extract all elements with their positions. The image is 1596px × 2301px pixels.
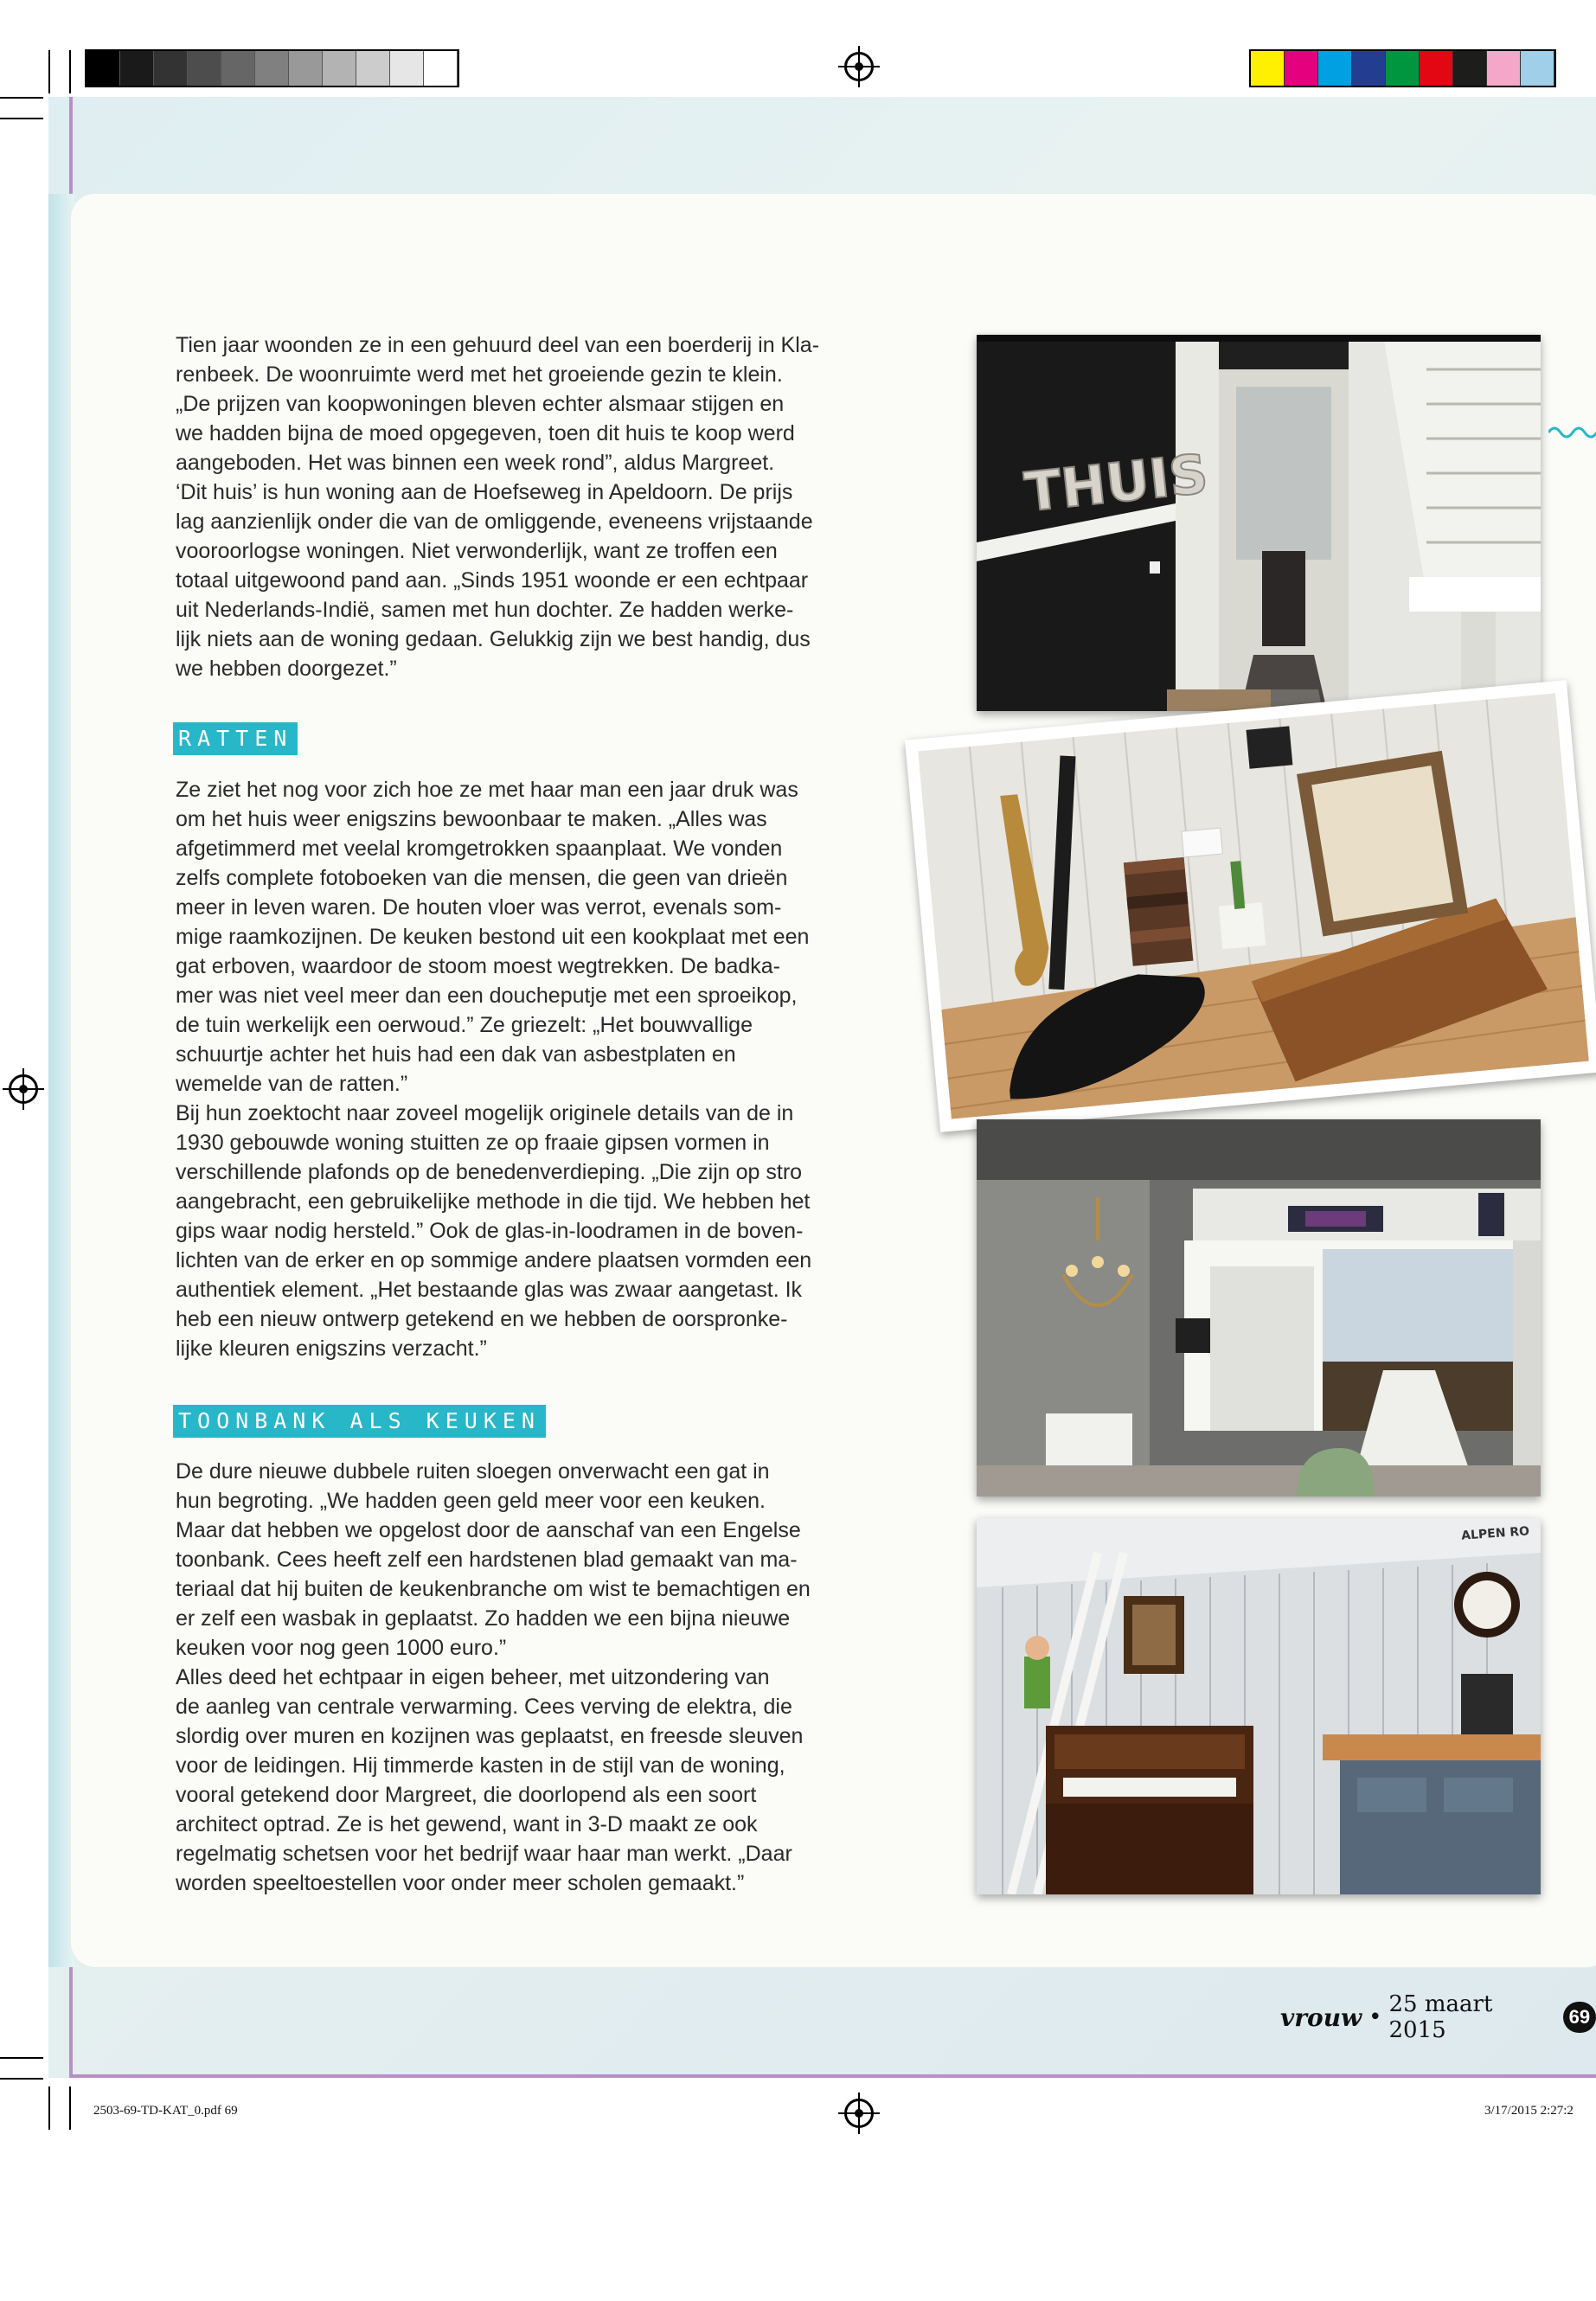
trim-mark: [0, 97, 43, 99]
photo-instruments: [905, 680, 1596, 1132]
trim-mark: [0, 2057, 43, 2059]
trim-mark: [48, 2086, 50, 2130]
calibration-swatch: [255, 51, 289, 86]
page-number: 69: [1563, 2002, 1596, 2033]
calibration-swatch: [323, 51, 356, 86]
calibration-swatch: [1318, 51, 1352, 86]
section-heading-toonbank: TOONBANK ALS KEUKEN: [173, 1405, 546, 1438]
magazine-brand: vrouw: [1280, 2003, 1362, 2032]
thuis-sign: THUIS: [1022, 441, 1211, 524]
gray-calibration-bar: [85, 49, 459, 87]
trim-mark: [0, 2078, 43, 2080]
issue-date: 25 maart 2015: [1388, 1991, 1493, 2043]
lavender-rule-bottom: [69, 2074, 1596, 2078]
trim-mark: [48, 50, 50, 93]
section-2-paragraph: De dure nieuwe dubbele ruiten sloegen onverwacht een gat in hun begroting. „We hadden geen geld meer voor een keuken. Maar dat hebben we opgelost door de aanschaf van een Engelse toonbank. Cees heeft zelf een hardstenen blad gemaakt van ma- teriaal dat hij buiten de keukenbranche om wist te bemachtigen en er zelf een wasbak in geplaatst. Zo hadden we een bijna nieuwe keuken voor nog geen 1000 euro.” Alles deed het echtpaar in eigen beheer, met uitzondering van de aanleg van centrale verwarming. Cees verving de elektra, die slordig over muren en kozijnen was geplaatst, en freesde sleuven voor de leidingen. Hij timmerde kasten in de stijl van de woning, vooral getekend door Margreet, die doorlopend als een soort architect optrad. Ze is het gewend, want in 3-D maakt ze ook regelmatig schetsen voor het bedrijf waar haar man werkt. „Daar worden speeltoestellen voor onder meer scholen gemaakt.”: [176, 1459, 811, 1895]
registration-mark-left: [9, 1074, 38, 1104]
calibration-swatch: [1487, 51, 1521, 86]
calibration-swatch: [356, 51, 390, 86]
calibration-swatch: [154, 51, 188, 86]
calibration-swatch: [221, 51, 255, 86]
calibration-swatch: [120, 51, 154, 86]
registration-mark-bottom: [844, 2099, 874, 2128]
slug-timestamp: 3/17/2015 2:27:2: [1484, 2104, 1574, 2118]
trim-mark: [69, 2086, 71, 2130]
footer-separator: •: [1368, 2004, 1382, 2030]
registration-mark-top: [844, 52, 874, 81]
calibration-swatch: [390, 51, 424, 86]
photo-hallway: [977, 335, 1541, 711]
calibration-swatch: [1285, 51, 1318, 86]
article-intro: [176, 330, 859, 683]
calibration-swatch: [1352, 51, 1386, 86]
intro-paragraph: Tien jaar woonden ze in een gehuurd deel van een boerderij in Kla- renbeek. De woonruimte werd met het groeiende gezin te klein. „De prijzen van koopwoningen bleven echter alsmaar stijgen en we hadden bijna de moed opgegeven, toen dit huis te koop werd aangeboden. Het was binnen een week rond”, aldus Margreet. ‘Dit huis’ is hun woning aan de Hoefseweg in Apeldoorn. De prijs lag aanzienlijk onder die van de omliggende, eveneens vrijstaande vooroorlogse woningen. Niet verwonderlijk, want ze troffen een totaal uitgewoond pand aan. „Sinds 1951 woonde er een echtpaar uit Nederlands-Indië, samen met hun dochter. Ze hadden werke- lijk niets aan de woning gedaan. Gelukkig zijn we best handig, dus we hebben doorgezet.”: [176, 333, 820, 681]
color-calibration-bar: [1249, 49, 1556, 87]
calibration-swatch: [1386, 51, 1420, 86]
photo-organ-room: [977, 1518, 1541, 1894]
alpen-sign: ALPEN RO: [1460, 1524, 1530, 1543]
photo-living-room: [977, 1119, 1541, 1497]
slug-filename: 2503-69-TD-KAT_0.pdf 69: [93, 2104, 238, 2118]
wave-decoration: [1548, 415, 1596, 450]
section-heading-ratten: RATTEN: [173, 722, 298, 755]
section-1-paragraph: Ze ziet het nog voor zich hoe ze met haar man een jaar druk was om het huis weer enigszins bewoonbaar te maken. „Alles was afgetimmerd met veelal kromgetrokken spaanplaat. We vonden zelfs complete fotoboeken van die mensen, die geen van drieën meer in leven waren. De houten vloer was verrot, evenals som- mige raamkozijnen. De keuken bestond uit een kookplaat met een gat erboven, waardoor de stoom moest wegtrekken. De badka- mer was niet veel meer dan een doucheputje met een sproeikop, de tuin werkelijk een oerwoud.” Ze griezelt: „Het bouwvallige schuurtje achter het huis had een dak van asbestplaten en wemelde van de ratten.” Bij hun zoektocht naar zoveel mogelijk originele details van de in 1930 gebouwde woning stuitten ze op fraaie gipsen vormen in verschillende plafonds op de benedenverdieping. „Die zijn op stro aangebracht, een gebruikelijke methode in die tijd. We hebben het gips waar nodig hersteld.” Ook de glas-in-loodramen in de boven- lichten van de erker en op sommige andere plaatsen vormden een authentiek element. „Het bestaande glas was zwaar aangetast. Ik heb een nieuw ontwerp getekend en we hebben de oorspronke- lijke kleuren enigszins verzacht.”: [176, 778, 812, 1361]
article-section-2: [176, 1457, 859, 1898]
calibration-swatch: [289, 51, 323, 86]
calibration-swatch: [1453, 51, 1487, 86]
calibration-swatch: [87, 51, 120, 86]
trim-mark: [0, 118, 43, 119]
calibration-swatch: [1521, 51, 1554, 86]
page-footer: [1280, 1991, 1596, 2043]
calibration-swatch: [1420, 51, 1453, 86]
calibration-swatch: [424, 51, 458, 86]
article-section-1: [176, 775, 859, 1363]
calibration-swatch: [188, 51, 221, 86]
calibration-swatch: [1251, 51, 1285, 86]
trim-mark: [69, 50, 71, 93]
